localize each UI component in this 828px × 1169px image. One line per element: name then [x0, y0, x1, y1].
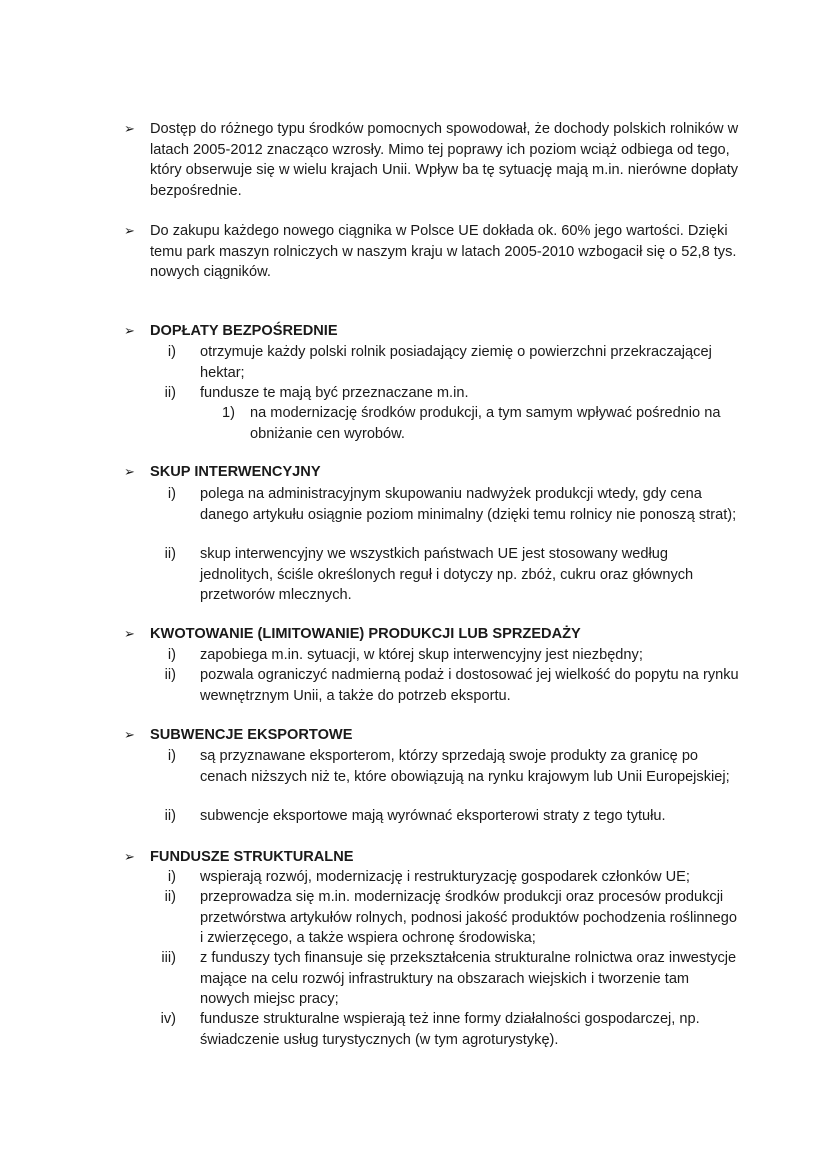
arrow-bullet-icon: ➢: [124, 223, 135, 238]
list-item: są przyznawane eksporterom, którzy sprzedają swoje produkty za granicę po cenach niższych niż te, które obowiązują na rynku krajowym lub Unii Europejskiej;: [200, 748, 730, 785]
list-subitem: na modernizację środków produkcji, a tym samym wpływać pośrednio na obniżanie cen wyrobów.: [250, 405, 721, 442]
list-item: przeprowadza się m.in. modernizację środków produkcji oraz procesów produkcji przetwórstwa artykułów rolnych, podnosi jakość produktów pochodzenia roślinnego i zwierzęcego, a także wspiera ochronę środowiska;: [200, 889, 738, 946]
section-heading: SKUP INTERWENCYJNY: [150, 464, 321, 480]
arrow-bullet-icon: ➢: [124, 626, 135, 641]
list-item: fundusze te mają być przeznaczane m.in.: [200, 385, 469, 401]
list-marker: i): [167, 748, 176, 764]
list-item: z funduszy tych finansuje się przekształcenia strukturalne rolnictwa oraz inwestycje mające na celu rozwój infrastruktury na obszarach wiejskich i tworzenie tam nowych miejsc pracy;: [200, 950, 737, 1007]
list-item: otrzymuje każdy polski rolnik posiadający ziemię o powierzchni przekraczającej hektar;: [200, 344, 712, 381]
list-marker: ii): [164, 808, 176, 824]
list-marker: iii): [161, 950, 176, 966]
list-item: wspierają rozwój, modernizację i restrukturyzację gospodarek członków UE;: [200, 869, 690, 885]
list-marker: 1): [222, 405, 235, 421]
list-marker: i): [167, 869, 176, 885]
list-marker: ii): [164, 889, 176, 905]
section-heading: DOPŁATY BEZPOŚREDNIE: [150, 323, 338, 339]
arrow-bullet-icon: ➢: [124, 464, 135, 479]
section-heading: SUBWENCJE EKSPORTOWE: [150, 727, 353, 743]
list-item: subwencje eksportowe mają wyrównać eksporterowi straty z tego tytułu.: [200, 808, 666, 824]
arrow-bullet-icon: ➢: [124, 727, 135, 742]
list-item: skup interwencyjny we wszystkich państwach UE jest stosowany według jednolitych, ściśle określonych reguł i dotyczy np. zbóż, cukru oraz głównych przetworów mlecznych.: [200, 546, 694, 603]
intro-paragraph: Do zakupu każdego nowego ciągnika w Polsce UE dokłada ok. 60% jego wartości. Dzięki temu park maszyn rolniczych w naszym kraju w latach 2005-2010 wzbogacił się o 52,8 tys. nowych ciągników.: [150, 223, 737, 280]
list-marker: i): [167, 647, 176, 663]
intro-paragraph: Dostęp do różnego typu środków pomocnych spowodował, że dochody polskich rolników w latach 2005-2012 znacząco wzrosły. Mimo tej poprawy ich poziom wciąż odbiega od tego, który obserwuje się w wielu krajach Unii. Wpływ ba tę sytuację mają m.in. nierówne dopłaty bezpośrednie.: [150, 121, 739, 199]
list-item: polega na administracyjnym skupowaniu nadwyżek produkcji wtedy, gdy cena danego artykułu osiągnie poziom minimalny (dzięki temu rolnicy nie ponoszą strat);: [200, 486, 737, 523]
list-item: pozwala ograniczyć nadmierną podaż i dostosować jej wielkość do popytu na rynku wewnętrznym Unii, a także do potrzeb eksportu.: [200, 667, 739, 704]
arrow-bullet-icon: ➢: [124, 121, 135, 136]
list-item: fundusze strukturalne wspierają też inne formy działalności gospodarczej, np. świadczenie usług turystycznych (w tym agroturystykę).: [200, 1011, 700, 1048]
list-marker: i): [167, 486, 176, 502]
arrow-bullet-icon: ➢: [124, 323, 135, 338]
list-marker: ii): [164, 667, 176, 683]
list-marker: ii): [164, 546, 176, 562]
list-item: zapobiega m.in. sytuacji, w której skup interwencyjny jest niezbędny;: [200, 647, 643, 663]
list-marker: iv): [160, 1011, 176, 1027]
list-marker: i): [167, 344, 176, 360]
arrow-bullet-icon: ➢: [124, 849, 135, 864]
section-heading: KWOTOWANIE (LIMITOWANIE) PRODUKCJI LUB SPRZEDAŻY: [150, 626, 581, 642]
list-marker: ii): [164, 385, 176, 401]
section-heading: FUNDUSZE STRUKTURALNE: [150, 849, 354, 865]
